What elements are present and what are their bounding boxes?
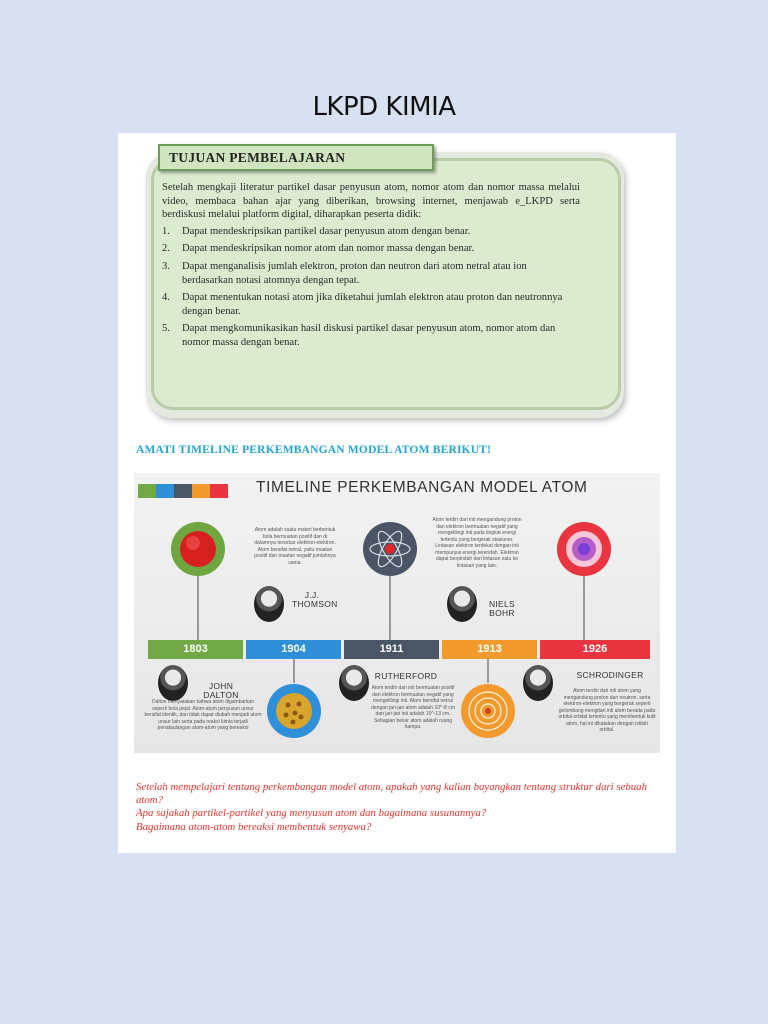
color-swatch	[156, 484, 174, 498]
dalton-atom-model-icon	[170, 521, 226, 577]
question-2: Apa sajakah partikel-partikel yang menyusun atom dan bagaimana susunannya?	[136, 807, 487, 820]
year-1911: 1911	[344, 640, 439, 659]
year-1926: 1926	[540, 640, 650, 659]
timeline-stem	[197, 573, 199, 641]
color-swatch	[174, 484, 192, 498]
schrodinger-name: SCHRODINGER	[576, 670, 644, 680]
timeline-stem	[487, 659, 489, 683]
schrodinger-portrait	[523, 665, 553, 701]
timeline-title: TIMELINE PERKEMBANGAN MODEL ATOM	[256, 479, 588, 496]
objective-item: 3. Dapat menganalisis jumlah elektron, proton dan neutron dari atom netral atau ion berdasarkan notasi atomnya dengan tepat.	[162, 260, 527, 286]
objectives-list	[162, 225, 580, 350]
color-swatch	[138, 484, 156, 498]
color-strip	[138, 484, 228, 498]
thomson-name: J.J. THOMSON	[292, 590, 338, 609]
schrodinger-atom-model-icon	[556, 521, 612, 577]
dalton-description: Dalton menyatakan bahwa atom digambarkan seperti bola pejal. Atom-atom penyusun unsur bersifat identik, dan tidak dapat diubah menjadi atom unsur lain serta pada reaksi kimia terjadi penataulangan atom-atom yang bereaksi	[144, 699, 262, 731]
objectives-intro: Setelah mengkaji literatur partikel dasar penyusun atom, nomor atom dan nomor massa melalui video, membaca bahan ajar yang diberikan, browsing internet, menjawab e_LKPD serta berdiskusi melalui platform digital, diharapkan peserta didik:	[162, 182, 580, 221]
thomson-description: Atom adalah suatu materi berbentuk bola bermuatan positif dan di dalamnya tersebar elektron-elektron. Atom bersifat netral, yaitu muatan positif dan muatan negatif jumlahnya sama.	[254, 527, 336, 566]
year-1904: 1904	[246, 640, 341, 659]
page-title: LKPD KIMIA	[312, 92, 456, 122]
worksheet-image	[118, 133, 676, 853]
year-1913: 1913	[442, 640, 537, 659]
atom-model-timeline	[134, 473, 660, 753]
dalton-portrait	[158, 665, 188, 701]
objective-item: 1. Dapat mendeskripsikan partikel dasar penyusun atom dengan benar.	[162, 225, 471, 237]
reflection-questions	[136, 781, 658, 834]
question-3: Bagaimana atom-atom bereaksi membentuk senyawa?	[136, 820, 372, 833]
rutherford-portrait	[339, 665, 369, 701]
objectives-text	[162, 181, 580, 354]
question-1: Setelah mempelajari tentang perkembangan model atom, apakah yang kalian bayangkan tentang struktur dari sebuah atom?	[136, 781, 647, 807]
bohr-description: Atom terdiri dari inti mengandung proton dan elektron bermuatan negatif yang mengelilingi inti pada tingkat energi tertentu yang bergerak stasioner. Lintasan elektron terdekat dengan inti mempunyai energi terendah. Elektron dapat berpindah dari lintasan satu ke lintasan yang lain.	[432, 517, 522, 569]
bohr-atom-model-icon	[460, 683, 516, 739]
objectives-heading: TUJUAN PEMBELAJARAN	[158, 144, 434, 171]
rutherford-name: RUTHERFORD	[374, 671, 438, 681]
bohr-portrait	[447, 586, 477, 622]
timeline-instruction: AMATI TIMELINE PERKEMBANGAN MODEL ATOM BERIKUT!	[136, 444, 492, 456]
rutherford-description: Atom terdiri dari inti bermuatan positif dan elektron bermuatan negatif yang mengelilingi inti. Atom bersifat netral dengan jari-jari atom adalah 10^-8 cm dan jari-jari inti adalah 10^-13 cm. Sebagian besar atom adalah ruang hampa.	[371, 685, 455, 730]
dalton-name: JOHN DALTON	[203, 681, 239, 700]
schrodinger-description: Atom terdiri dari inti atom yang mengandung proton dan neutron, serta elektron-elektron yang bergerak seperti gelombang mengitari inti atom berada pada orbital-orbital tertentu yang membentuk kulit atom, hal ini dikatakan dengan istilah orbital.	[558, 688, 656, 733]
color-swatch	[192, 484, 210, 498]
thomson-atom-model-icon	[266, 683, 322, 739]
objective-item: 5. Dapat mengkomunikasikan hasil diskusi partikel dasar penyusun atom, nomor atom dan nomor massa dengan benar.	[162, 323, 556, 348]
bohr-name: NIELS BOHR	[488, 599, 516, 618]
objective-item: 4. Dapat menentukan notasi atom jika diketahui jumlah elektron atau proton dan neutronnya dengan benar.	[162, 292, 563, 317]
timeline-stem	[583, 573, 585, 641]
timeline-stem	[389, 573, 391, 641]
timeline-stem	[293, 659, 295, 683]
thomson-portrait	[254, 586, 284, 622]
color-swatch	[210, 484, 228, 498]
objective-item: 2. Dapat mendeskripsikan nomor atom dan nomor massa dengan benar.	[162, 243, 475, 255]
year-1803: 1803	[148, 640, 243, 659]
rutherford-atom-model-icon	[362, 521, 418, 577]
